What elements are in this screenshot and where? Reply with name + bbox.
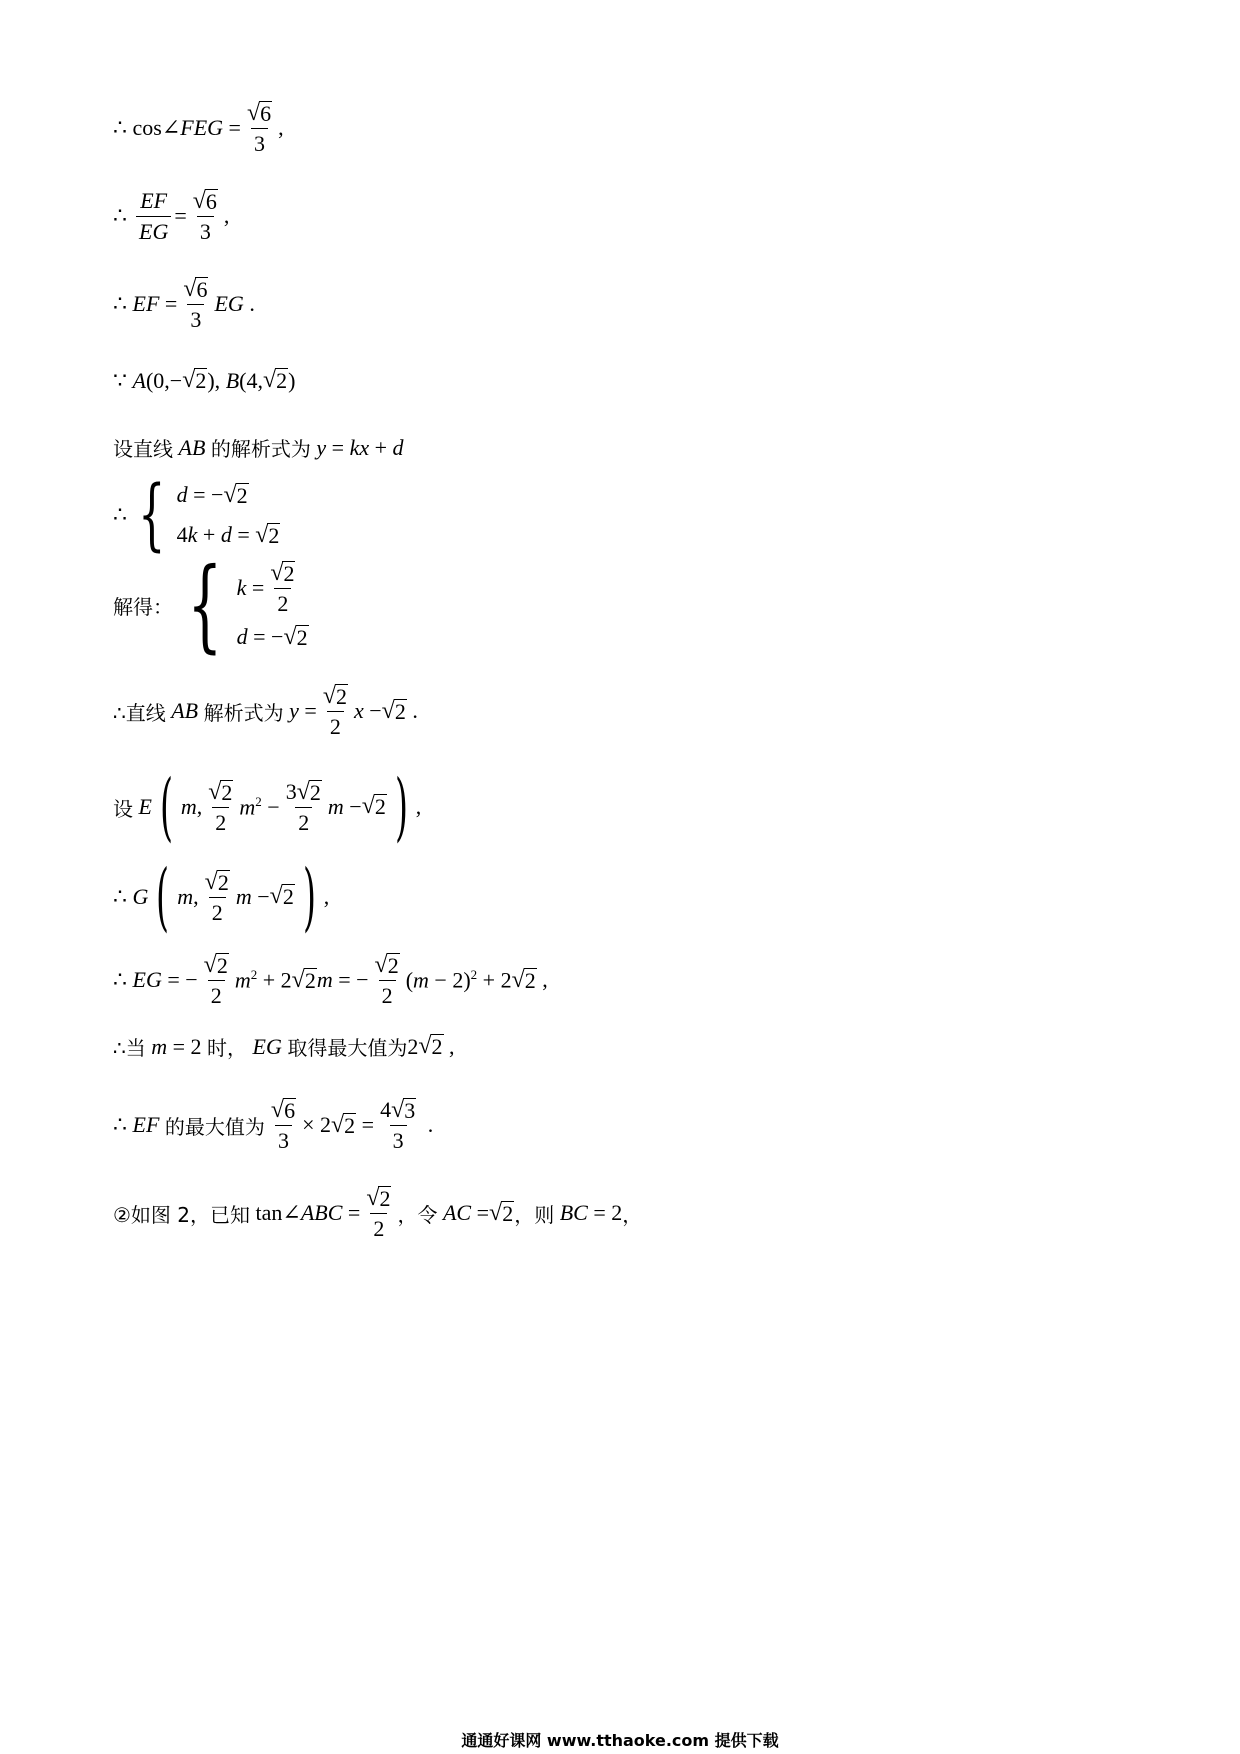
step-solved-system: 解得： { k = √ 2 2 d = − √ 2 [113, 546, 308, 663]
step-set-line-ab: 设直线 AB 的解析式为 y = kx + d [113, 434, 404, 461]
step-ef-expression: ∴ EF = √ 6 3 EG . [113, 276, 255, 333]
step-system-equations: ∴ { d = − √ 2 4k + d = √ 2 [113, 470, 280, 560]
left-brace: { [187, 546, 223, 663]
step-ef-max: ∴ EF 的最大值为 √ 6 3 × 2 √ 2 = 4 √ 3 3 . [113, 1097, 434, 1154]
step-line-ab-result: ∴直线 AB 解析式为 y = √ 2 2 x − √ 2 . [113, 683, 418, 740]
step-point-g: ∴ G ( m, √ 2 2 m − √ 2 ) , [113, 854, 330, 940]
step-points-ab: ∵ A(0,− √ 2 ), B(4, √ 2 ) [113, 367, 296, 394]
step-figure-2: ②如图 2，已知 tan∠ABC = √ 2 2 ，令 AC = √ 2 ，则 BC = 2 ， [113, 1185, 643, 1242]
footer-source: 通通好课网 www.tthaoke.com 提供下载 [461, 1731, 779, 1750]
step-eg-max: ∴当 m = 2 时， EG 取得最大值为 2 √ 2 , [113, 1032, 455, 1060]
step-cos-feg: ∴ cos∠FEG = √ 6 3 , [113, 100, 284, 157]
left-brace: { [138, 470, 166, 560]
step-ef-eg-ratio: ∴ $\frac{EF}{EG}$ = √ 6 3 , [113, 188, 230, 245]
step-eg-expression: ∴ EG = − √ 2 2 $m^2 + 2$ √ 2 m = − √ 2 2 $(m - 2)^2 + 2$ √ 2 , [113, 952, 548, 1009]
step-set-point-e: 设 E ( m, √ 2 2 $m^2$ − 3 √ 2 2 m − √ 2 ) , [113, 764, 422, 850]
